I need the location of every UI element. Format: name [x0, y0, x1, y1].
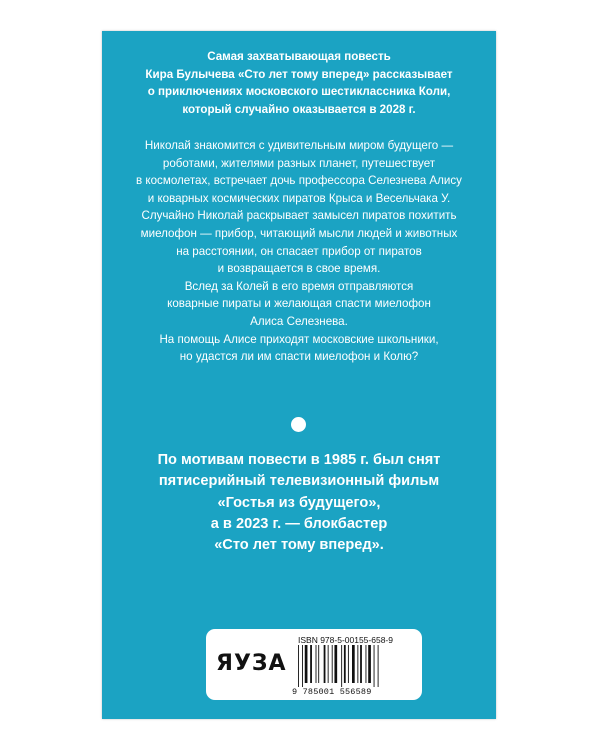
barcode-bar	[360, 645, 362, 683]
film-info-line: «Гостья из будущего»,	[217, 494, 381, 511]
description-body	[102, 137, 496, 366]
description-line: Алиса Селезнева.	[250, 314, 348, 328]
barcode-bar	[357, 645, 358, 683]
separator-dot	[291, 417, 306, 432]
barcode-bar	[310, 645, 312, 683]
barcode-bar	[305, 645, 308, 683]
barcode-bar	[366, 645, 367, 683]
film-info-line: По мотивам повести в 1985 г. был снят	[157, 452, 441, 468]
barcode-bar	[341, 645, 342, 687]
description-line: Кира Булычева «Сто лет тому вперед» рассказывает	[145, 67, 453, 81]
description-intro	[102, 48, 496, 118]
barcode-bar	[374, 645, 375, 687]
barcode-bar	[334, 645, 337, 683]
barcode-bar	[378, 645, 379, 687]
description-line: коварные пираты и желающая спасти миелофон	[167, 297, 431, 311]
barcode-bar	[368, 645, 371, 683]
barcode-bar	[316, 645, 317, 683]
description-line: который случайно оказывается в 2028 г.	[182, 102, 416, 116]
description-line: Случайно Николай раскрывает замысел пиратов похитить	[141, 209, 457, 223]
description-line: о приключениях московского шестиклассника Коли,	[147, 85, 451, 99]
barcode-bar	[318, 645, 319, 683]
description-line: роботами, жителями разных планет, путешествует	[162, 156, 436, 170]
description-line: миелофон — прибор, читающий мысли людей и животных	[140, 226, 458, 240]
description-line: но удастся ли им спасти миелофон и Колю?	[179, 350, 419, 364]
film-info-line: пятисерийный телевизионный фильм	[158, 473, 440, 490]
film-info-line: «Сто лет тому вперед».	[214, 537, 384, 554]
description-line: Вслед за Колей в его время отправляются	[184, 279, 414, 293]
film-info	[102, 450, 496, 556]
barcode-bar	[344, 645, 346, 683]
publisher-logo: ЯУЗА	[216, 651, 287, 676]
isbn-text: ISBN 978-5-00155-658-9	[298, 635, 393, 645]
barcode-bar	[352, 645, 355, 683]
description-line: На помощь Алисе приходят московские школьники,	[159, 332, 439, 346]
barcode-bar	[332, 645, 333, 683]
description-line: и коварных космических пиратов Крыса и Весельчака У.	[147, 191, 451, 205]
description-line: на расстоянии, он спасает прибор от пиратов	[176, 244, 422, 258]
barcode-bar	[348, 645, 349, 683]
barcode-bar	[302, 645, 303, 687]
barcode-panel	[206, 629, 422, 700]
description-line: Николай знакомится с удивительным миром будущего —	[144, 139, 454, 152]
barcode-bar	[324, 645, 326, 683]
barcode	[296, 645, 406, 687]
barcode-number: 9 785001 556589	[292, 687, 372, 697]
barcode-bar	[298, 645, 299, 687]
film-info-line: а в 2023 г. — блокбастер	[210, 515, 388, 532]
back-cover	[102, 31, 496, 719]
description-line: и возвращается в свое время.	[217, 262, 381, 276]
description-line: в космолетах, встречает дочь профессора Селезнева Алису	[136, 174, 462, 188]
barcode-bar	[328, 645, 329, 683]
description-line: Самая захватывающая повесть	[207, 50, 391, 63]
